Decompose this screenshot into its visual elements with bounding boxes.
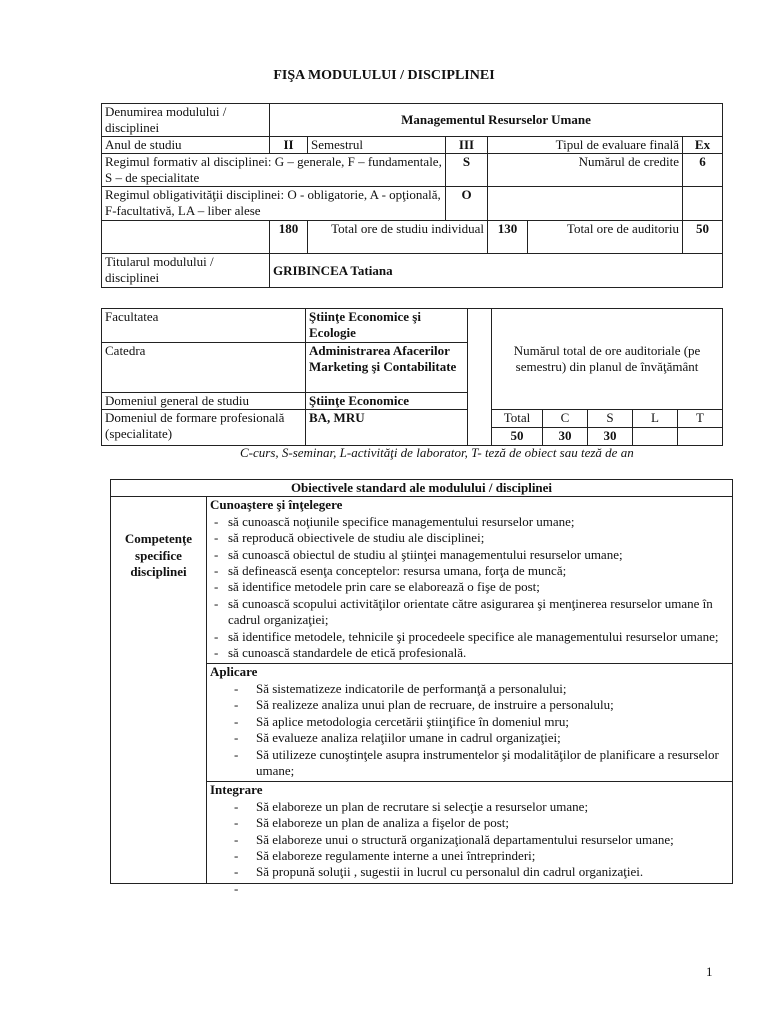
anul-value: II [270, 137, 308, 154]
list-item [210, 681, 729, 697]
auditoriu-label: Total ore de auditoriu [528, 221, 683, 254]
list-item-text: să identifice metodele, tehnicile şi procedeele specifice ale managementului resurselor umane; [228, 628, 719, 644]
cunoastere-title: Cunoaştere şi înţelegere [210, 497, 343, 513]
list-item [210, 579, 729, 595]
list-item-text: Să aplice metodologia cercetării ştiinţifice în domeniul mru; [256, 713, 569, 729]
dash-bullet: - [234, 815, 239, 831]
list-item [210, 832, 729, 848]
semestrul-label: Semestrul [308, 137, 446, 154]
list-item-text: să cunoască noţiunile specifice managementului resurselor umane; [228, 513, 575, 529]
list-item-text: să cunoască standardele de etică profesională. [228, 645, 467, 661]
list-item-text: Să elaboreze un plan de analiza a fişelor de post; [256, 815, 510, 831]
list-item-text: Să realizeze analiza unui plan de recruare, de instruire a personalulu; [256, 697, 614, 713]
list-item [210, 714, 729, 730]
list-item-text: să cunoască obiectul de studiu al ştiinţei managementului resurselor umane; [228, 546, 623, 562]
list-item-text: Să elaboreze regulamente interne a unei întreprinderi; [256, 847, 536, 863]
evaluare-value: Ex [683, 137, 723, 154]
list-item [210, 697, 729, 713]
regim-formativ-value: S [446, 154, 488, 187]
domeniu-formare-value: BA, MRU [306, 410, 468, 446]
col-header-t: T [678, 410, 723, 428]
dash-bullet: - [234, 847, 239, 863]
dash-bullet: - [234, 746, 239, 762]
cunoastere-section [207, 497, 733, 664]
regim-oblig-value: O [446, 187, 488, 221]
dash-bullet: - [234, 697, 239, 713]
aplicare-section [207, 664, 733, 782]
catedra-value: Administrarea Afacerilor Marketing şi Contabilitate [306, 343, 468, 393]
val-l [633, 428, 678, 446]
domeniu-general-label: Domeniul general de studiu [102, 393, 306, 410]
dash-bullet: - [234, 798, 239, 814]
aplicare-list [210, 681, 729, 779]
integrare-section [207, 782, 733, 896]
dash-bullet: - [234, 831, 239, 847]
studiu-individual-label: Total ore de studiu individual [308, 221, 488, 254]
list-item [210, 629, 729, 645]
competente-label: Competenţe specifice disciplinei [111, 497, 207, 883]
list-item-text: Să propună soluţii , sugestii in lucrul cu personalul din cadrul organizaţiei. [256, 864, 644, 880]
val-c: 30 [543, 428, 588, 446]
catedra-label: Catedra [102, 343, 306, 393]
list-item [210, 596, 729, 629]
objectives-table [110, 479, 733, 896]
list-item [210, 563, 729, 579]
domeniu-formare-label: Domeniul de formare profesională (specialitate) [102, 410, 306, 446]
regim-formativ-label: Regimul formativ al disciplinei: G – generale, F – fundamentale, S – de specialitate [102, 154, 446, 187]
titular-value: GRIBINCEA Tatiana [270, 254, 723, 288]
dash-bullet: - [214, 645, 219, 661]
facultatea-label: Facultatea [102, 309, 306, 343]
list-item-text: Să utilizeze cunoştinţele asupra instrumentelor şi modalităţilor de planificare a resurselor umane; [256, 746, 719, 778]
dash-bullet: - [234, 713, 239, 729]
aplicare-title: Aplicare [210, 664, 258, 680]
denumire-label: Denumirea modulului / disciplinei [102, 104, 270, 137]
list-item [210, 864, 729, 880]
list-item [210, 730, 729, 746]
regim-oblig-label: Regimul obligativităţii disciplinei: O - obligatorie, A - opţională, F-facultativă, LA – liber alese [102, 187, 446, 221]
list-item-text: să cunoască scopului activităţilor orientate către asigurarea şi menţinerea resurselor umane în cadrul organizaţiei; [228, 595, 713, 628]
list-item-text: Să evalueze analiza relaţiilor umane in cadrul organizaţiei; [256, 730, 561, 746]
module-info-table [101, 103, 723, 288]
list-item [210, 514, 729, 530]
list-item-text: să identifice metodele prin care se elaborează o fişe de post; [228, 579, 540, 595]
col-header-c: C [543, 410, 588, 428]
page-number: 1 [706, 964, 713, 979]
objectives-header: Obiectivele standard ale modulului / disciplinei [111, 480, 733, 497]
anul-label: Anul de studiu [102, 137, 270, 154]
val-t [678, 428, 723, 446]
credite-label: Numărul de credite [488, 154, 683, 187]
dash-bullet: - [214, 595, 219, 611]
credite-value: 6 [683, 154, 723, 187]
list-item-text: să definească esenţa conceptelor: resursa umana, forţa de muncă; [228, 563, 567, 579]
integrare-list [210, 798, 729, 896]
titular-label: Titularul modulului / disciplinei [102, 254, 270, 288]
list-item-text: Să elaboreze unui o structură organizaţională departamentului resurselor umane; [256, 831, 674, 847]
total-ore-value: 180 [270, 221, 308, 254]
document-title: FIŞA MODULULUI / DISCIPLINEI [273, 68, 495, 83]
dash-bullet: - [234, 864, 239, 880]
list-item-text: Să elaboreze un plan de recrutare si selecţie a resurselor umane; [256, 798, 589, 814]
legend-note: C-curs, S-seminar, L-activităţi de laborator, T- teză de obiect sau teză de an [240, 445, 634, 460]
auditoriu-value: 50 [683, 221, 723, 254]
dash-bullet: - [214, 530, 219, 546]
list-item-text: să reproducă obiectivele de studiu ale disciplinei; [228, 530, 485, 546]
list-item [210, 799, 729, 815]
dash-bullet: - [214, 546, 219, 562]
semestrul-value: III [446, 137, 488, 154]
cunoastere-list [210, 514, 729, 662]
evaluare-label: Tipul de evaluare finală [488, 137, 683, 154]
col-header-l: L [633, 410, 678, 428]
studiu-individual-value: 130 [488, 221, 528, 254]
list-item-text: Să sistematizeze indicatorile de performanţă a personalului; [256, 680, 567, 696]
list-item [210, 530, 729, 546]
col-header-s: S [588, 410, 633, 428]
list-item [210, 747, 729, 780]
domeniu-general-value: Ştiinţe Economice [306, 393, 468, 410]
dash-bullet: - [214, 628, 219, 644]
dash-bullet: - [234, 680, 239, 696]
list-item [210, 848, 729, 864]
dash-bullet: - [234, 880, 239, 896]
list-item [210, 815, 729, 831]
facultatea-value: Ştiinţe Economice şi Ecologie [306, 309, 468, 343]
val-s: 30 [588, 428, 633, 446]
faculty-table [101, 308, 723, 446]
dash-bullet: - [234, 730, 239, 746]
dash-bullet: - [214, 513, 219, 529]
list-item [210, 547, 729, 563]
dash-bullet: - [214, 579, 219, 595]
ore-header: Numărul total de ore auditoriale (pe semestru) din planul de învăţământ [492, 309, 723, 410]
dash-bullet: - [214, 563, 219, 579]
denumire-value: Managementul Resurselor Umane [270, 104, 723, 137]
col-header-total: Total [492, 410, 543, 428]
integrare-title: Integrare [210, 782, 263, 798]
list-item [210, 645, 729, 661]
val-total: 50 [492, 428, 543, 446]
